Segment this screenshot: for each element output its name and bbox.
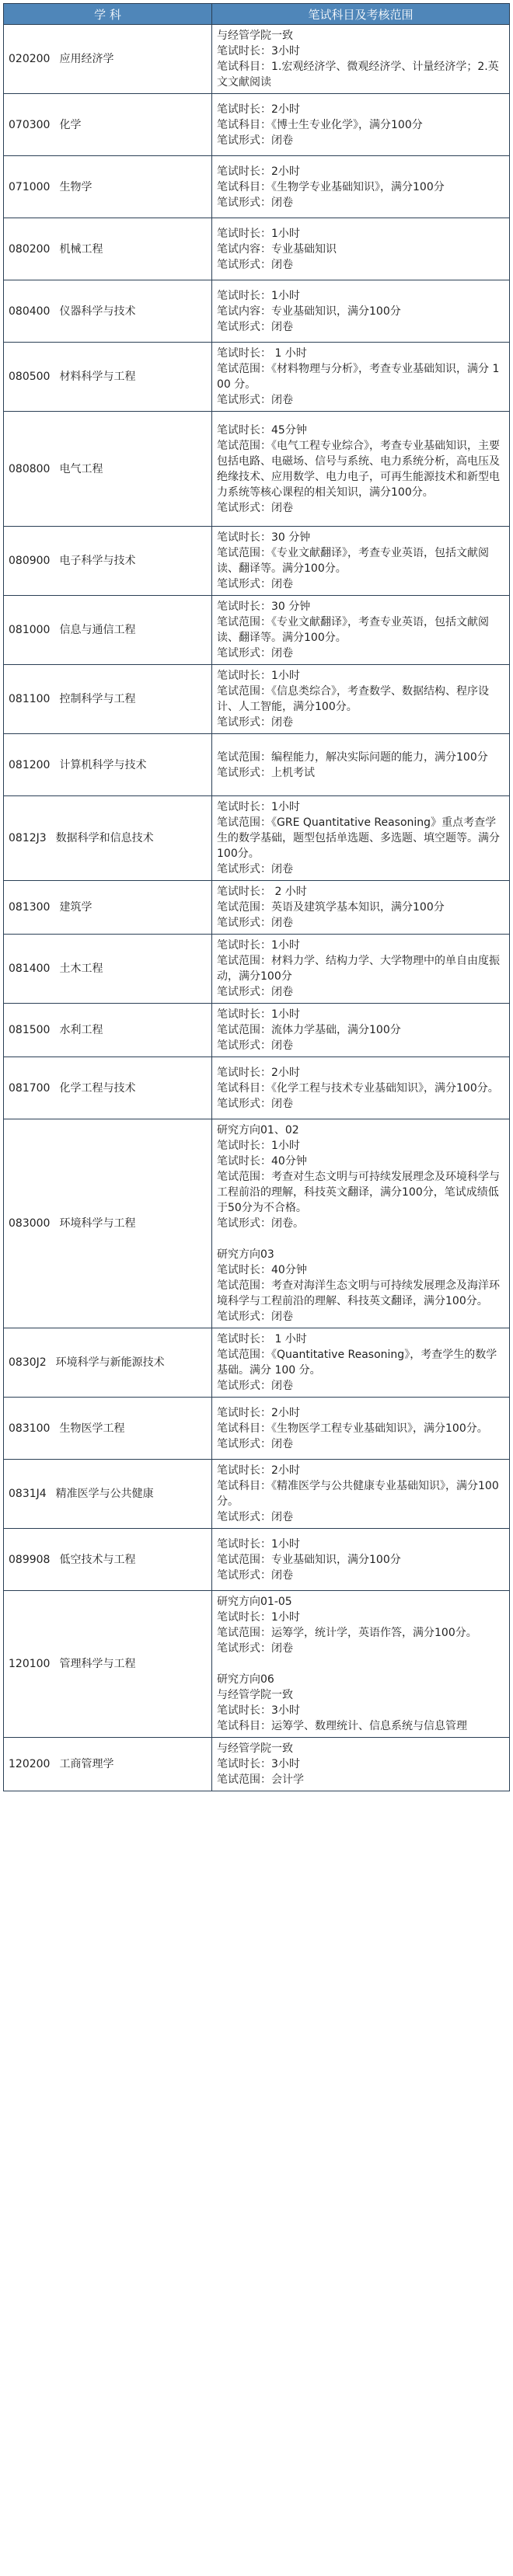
table-row [4,1057,510,1119]
subject-name: 环境科学与工程 [59,1217,136,1230]
subject-cell [4,1529,212,1591]
table-row [4,94,510,156]
exam-detail: 笔试范围：编程能力，解决实际问题的能力，满分100分 笔试形式：上机考试 [212,734,510,796]
exam-detail: 与经管学院一致 笔试时长：3小时 笔试科目：1.宏观经济学、微观经济学、计量经济学；2.英文文献阅读 [212,25,510,94]
table-row [4,881,510,935]
subject-name: 建筑学 [59,901,92,914]
subject-code: 081700 [9,1081,51,1095]
exam-detail: 笔试时长：45分钟 笔试范围：《电气工程专业综合》，考查专业基础知识，主要包括电路、电磁场、信号与系统、电力系统分析，高电压及绝缘技术、应用数学、电力电子，可再生能源技术和新型电力系统等核心课程的相关知识，满分100分。 笔试形式：闭卷 [212,412,510,527]
exam-detail: 与经管学院一致 笔试时长：3小时 笔试范围：会计学 [212,1738,510,1791]
subject-cell [4,25,212,94]
subject-cell [4,1119,212,1328]
subject-name: 应用经济学 [59,53,114,65]
subject-code: 083100 [9,1422,51,1435]
table-row [4,596,510,665]
table-body [4,25,510,1791]
subject-name: 管理科学与工程 [59,1658,136,1670]
table-row [4,1591,510,1738]
subject-cell [4,596,212,665]
subject-code: 071000 [9,180,51,193]
subject-name: 化学 [59,118,82,131]
subject-name: 生物学 [59,180,92,193]
table-row [4,25,510,94]
exam-detail: 笔试时长：2小时 笔试科目：《生物学专业基础知识》，满分100分 笔试形式：闭卷 [212,156,510,218]
subject-name: 材料科学与工程 [59,371,136,383]
subject-cell [4,527,212,596]
subject-cell [4,343,212,412]
subject-code: 0831J4 [9,1488,47,1500]
table-row [4,1738,510,1791]
subject-code: 120100 [9,1658,51,1670]
subject-code: 081500 [9,1024,51,1036]
subject-cell [4,796,212,881]
exam-detail: 笔试时长：1小时 笔试范围：《GRE Quantitative Reasoning》重点考查学生的数学基础，题型包括单选题、多选题、填空题等。满分100分。 笔试形式：闭卷 [212,796,510,881]
exam-detail: 笔试时长：30 分钟 笔试范围：《专业文献翻译》，考查专业英语，包括文献阅读、翻译等。满分100分。 笔试形式：闭卷 [212,527,510,596]
table-row [4,734,510,796]
subject-code: 0830J2 [9,1356,47,1369]
subject-cell [4,1591,212,1738]
subject-cell [4,734,212,796]
subject-code: 081000 [9,624,51,636]
subject-name: 化学工程与技术 [59,1081,136,1095]
exam-detail: 笔试时长： 1 小时 笔试范围：《Quantitative Reasoning》，考查学生的数学基础。满分 100 分。 笔试形式：闭卷 [212,1328,510,1398]
exam-detail: 笔试时长：1小时 笔试内容：专业基础知识 笔试形式：闭卷 [212,218,510,280]
subject-name: 控制科学与工程 [59,693,136,705]
subject-name: 信息与通信工程 [59,624,136,636]
table-row [4,218,510,280]
subject-code: 081400 [9,963,51,975]
subject-code: 081100 [9,693,51,705]
subject-code: 070300 [9,118,51,131]
subject-name: 电子科学与技术 [59,555,136,567]
subject-code: 120200 [9,1758,51,1770]
table-row [4,796,510,881]
subject-cell [4,218,212,280]
exam-detail: 笔试时长：1小时 笔试范围：《信息类综合》，考查数学、数据结构、程序设计、人工智能，满分100分。 笔试形式：闭卷 [212,665,510,734]
exam-detail: 研究方向01、02 笔试时长：1小时 笔试时长：40分钟 笔试范围：考查对生态文明与可持续发展理念及环境科学与工程前沿的理解，科技英文翻译，满分100分，笔试成绩低于50分为不合格。 笔试形式：闭卷。 研究方向03 笔试时长：40分钟 笔试范围：考查对海洋生态文明与可持续发展理念及海洋环境科学与工程前沿的理解、科技英文翻译，满分100分。 笔试形式：闭卷 [212,1119,510,1328]
subject-code: 080500 [9,371,51,383]
subject-code: 080200 [9,242,51,256]
table-row [4,1004,510,1057]
subject-name: 精准医学与公共健康 [55,1488,154,1500]
table-row [4,1119,510,1328]
subject-name: 环境科学与新能源技术 [55,1356,165,1369]
subject-cell [4,156,212,218]
subject-code: 089908 [9,1553,51,1566]
subject-code: 080900 [9,555,51,567]
subject-cell [4,280,212,343]
subject-cell [4,1738,212,1791]
subject-cell [4,881,212,935]
subject-code: 0812J3 [9,832,47,844]
subject-cell [4,1460,212,1529]
exam-detail: 笔试时长：2小时 笔试科目：《精准医学与公共健康专业基础知识》，满分100分。 笔试形式：闭卷 [212,1460,510,1529]
exam-detail: 笔试时长：30 分钟 笔试范围：《专业文献翻译》，考查专业英语，包括文献阅读、翻译等。满分100分。 笔试形式：闭卷 [212,596,510,665]
subject-name: 仪器科学与技术 [59,305,136,318]
subject-code: 081300 [9,901,51,914]
exam-detail: 笔试时长：1小时 笔试范围：专业基础知识，满分100分 笔试形式：闭卷 [212,1529,510,1591]
subject-name: 电气工程 [59,462,103,475]
table-row [4,1460,510,1529]
subject-cell [4,665,212,734]
subject-cell [4,1004,212,1057]
subject-name: 土木工程 [59,963,103,975]
exam-detail: 笔试时长：2小时 笔试科目：《化学工程与技术专业基础知识》，满分100分。 笔试形式：闭卷 [212,1057,510,1119]
exam-detail: 笔试时长：2小时 笔试科目：《生物医学工程专业基础知识》，满分100分。 笔试形式：闭卷 [212,1398,510,1460]
subject-code: 083000 [9,1217,51,1230]
table-row [4,1328,510,1398]
subject-cell [4,1398,212,1460]
exam-detail: 笔试时长：2小时 笔试科目：《博士生专业化学》，满分100分 笔试形式：闭卷 [212,94,510,156]
table-row [4,280,510,343]
exam-detail: 笔试时长：1小时 笔试范围：材料力学、结构力学、大学物理中的单自由度振动，满分100分 笔试形式：闭卷 [212,935,510,1004]
subject-cell [4,412,212,527]
exam-detail: 笔试时长： 1 小时 笔试范围：《材料物理与分析》，考查专业基础知识，满分 100 分。 笔试形式：闭卷 [212,343,510,412]
exam-detail: 笔试时长： 2 小时 笔试范围：英语及建筑学基本知识，满分100分 笔试形式：闭卷 [212,881,510,935]
exam-detail: 研究方向01-05 笔试时长：1小时 笔试范围：运筹学，统计学，英语作答，满分100分。 笔试形式：闭卷 研究方向06 与经管学院一致 笔试时长：3小时 笔试科目：运筹学、数理统计、信息系统与信息管理 [212,1591,510,1738]
exam-table [3,3,510,1791]
table-row [4,665,510,734]
subject-name: 低空技术与工程 [59,1553,136,1566]
header-exam-scope: 笔试科目及考核范围 [212,4,510,25]
subject-name: 水利工程 [59,1024,103,1036]
subject-name: 机械工程 [59,242,103,256]
table-row [4,412,510,527]
header-subject: 学 科 [4,4,212,25]
subject-cell [4,935,212,1004]
table-header-row [4,4,510,25]
table-row [4,935,510,1004]
table-row [4,343,510,412]
subject-cell [4,94,212,156]
exam-detail: 笔试时长：1小时 笔试内容：专业基础知识，满分100分 笔试形式：闭卷 [212,280,510,343]
subject-code: 081200 [9,758,51,771]
subject-name: 工商管理学 [59,1758,114,1770]
table-row [4,1529,510,1591]
subject-code: 080400 [9,305,51,318]
exam-detail: 笔试时长：1小时 笔试范围：流体力学基础，满分100分 笔试形式：闭卷 [212,1004,510,1057]
subject-name: 生物医学工程 [59,1422,125,1435]
table-row [4,527,510,596]
subject-name: 计算机科学与技术 [59,758,147,771]
table-row [4,156,510,218]
subject-cell [4,1328,212,1398]
subject-code: 080800 [9,462,51,475]
subject-code: 020200 [9,53,51,65]
table-row [4,1398,510,1460]
subject-name: 数据科学和信息技术 [55,832,154,844]
subject-cell [4,1057,212,1119]
